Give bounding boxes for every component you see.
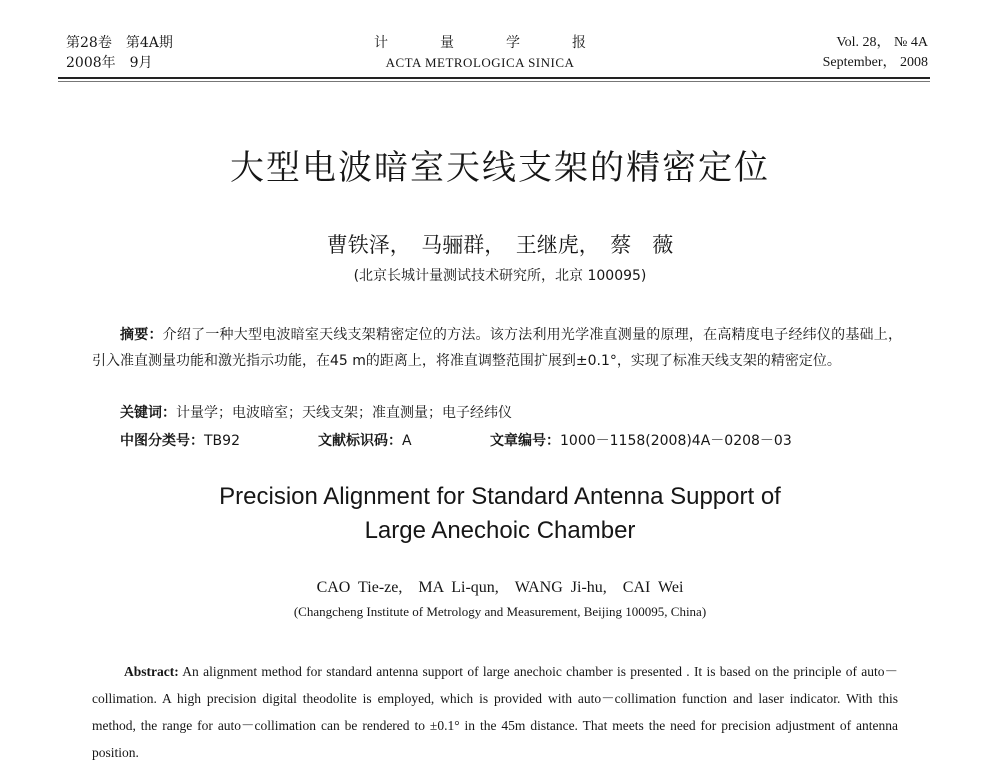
- affiliation-cn: (北京长城计量测试技术研究所，北京 100095): [353, 268, 647, 284]
- authors-cn: 曹铁泽， 马骊群， 王继虎， 蔡 薇: [326, 233, 674, 257]
- header-rule-thin: [58, 81, 930, 82]
- abstract-cn-text: 介绍了一种大型电波暗室天线支架精密定位的方法。该方法利用光学准直测量的原理，在高精度电子经纬仪的基础上，引入准直测量功能和激光指示功能，在45 m的距离上，将准直调整范围扩展到±0.1°，实现了标准天线支架的精密定位。: [92, 327, 903, 369]
- clc-value: TB92: [204, 433, 240, 449]
- volume-number-en: Vol. 28， № 4A: [836, 35, 928, 50]
- document-code: [318, 430, 412, 450]
- clc-number: [120, 430, 240, 450]
- abstract-en: [92, 658, 898, 766]
- publication-date-cn: 2008年 9月: [66, 55, 153, 71]
- abstract-cn: [92, 322, 902, 374]
- journal-name-cn: 计量学报: [374, 35, 638, 51]
- article-number-label: 文章编号：: [490, 433, 560, 449]
- keywords-text: 计量学；电波暗室；天线支架；准直测量；电子经纬仪: [176, 405, 512, 421]
- volume-issue-cn: 第28卷 第4A期: [66, 35, 173, 51]
- journal-name-en: ACTA METROLOGICA SINICA: [385, 55, 575, 70]
- keywords-cn: [120, 402, 512, 422]
- abstract-cn-label: 摘要：: [120, 327, 163, 343]
- article-number-value: 1000－1158(2008)4A－0208－03: [560, 433, 792, 449]
- authors-en: CAO Tie-ze, MA Li-qun, WANG Ji-hu, CAI Wei: [316, 579, 684, 596]
- keywords-label: 关键词：: [120, 405, 176, 421]
- journal-header: [0, 0, 1000, 90]
- journal-name: [360, 33, 638, 73]
- volume-issue-info: [66, 33, 173, 73]
- document-code-value: A: [402, 433, 412, 449]
- publication-date-en: September， 2008: [822, 55, 928, 70]
- header-rule: [58, 77, 930, 79]
- abstract-en-label: Abstract:: [124, 664, 179, 679]
- paper-title-en-line1: Precision Alignment for Standard Antenna Support of: [219, 483, 781, 510]
- abstract-en-text: An alignment method for standard antenna support of large anechoic chamber is presented . It is based on the principle of auto－collimation. A high precision digital theodolite is employed, which is provided with auto－collimation function and laser indicator. With this method, the range for auto－collimation can be rendered to ±0.1° in the 45m distance. That meets the need for precision adjustment of antenna position.: [92, 664, 898, 760]
- affiliation-en: (Changcheng Institute of Metrology and Measurement, Beijing 100095, China): [293, 604, 707, 619]
- paper-title-en: [0, 480, 1000, 548]
- document-code-label: 文献标识码：: [318, 433, 402, 449]
- paper-title-en-line2: Large Anechoic Chamber: [364, 517, 636, 544]
- volume-issue-en: [823, 33, 928, 73]
- article-number: [490, 430, 792, 450]
- clc-label: 中图分类号：: [120, 433, 204, 449]
- paper-title-cn: 大型电波暗室天线支架的精密定位: [230, 148, 770, 188]
